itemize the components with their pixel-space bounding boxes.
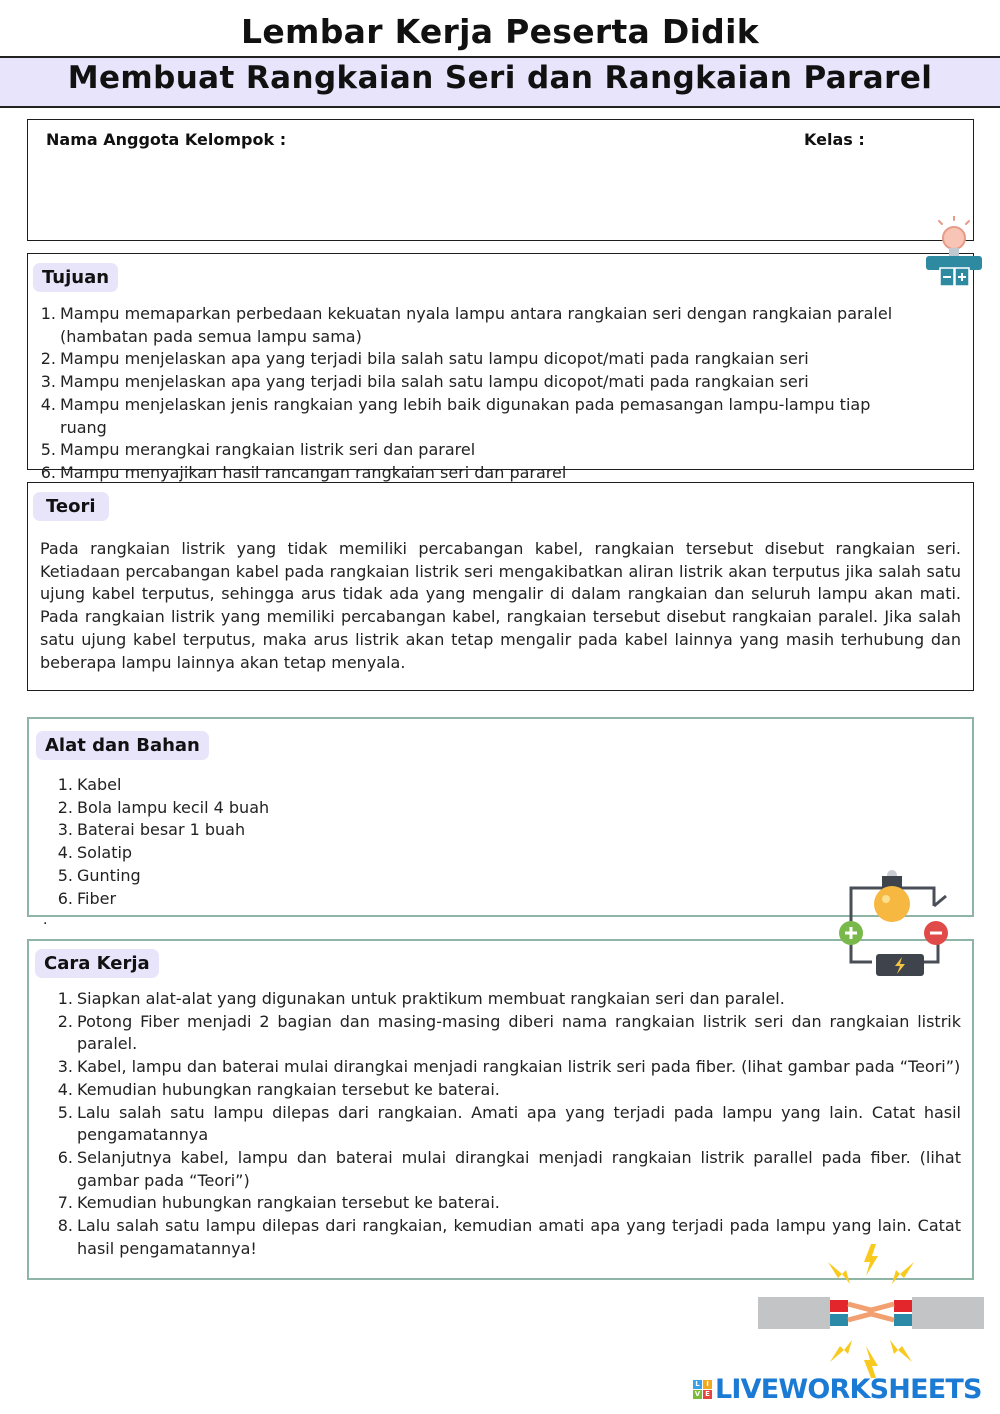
page-title: Lembar Kerja Peserta Didik	[241, 12, 759, 51]
list-item	[40, 371, 920, 394]
list-item	[57, 1147, 961, 1192]
alat-heading: Alat dan Bahan	[36, 731, 209, 760]
list-item	[57, 1056, 961, 1079]
list-item-number: 1.	[57, 775, 73, 794]
list-item-text: Mampu merangkai rangkaian listrik seri dan pararel	[60, 440, 476, 460]
list-item-text: Fiber	[77, 888, 117, 908]
list-item	[57, 1192, 961, 1215]
list-item	[57, 1011, 961, 1056]
list-item-text: Mampu menjelaskan apa yang terjadi bila salah satu lampu dicopot/mati pada rangkaian seri	[60, 349, 809, 369]
list-item-text: Lalu salah satu lampu dilepas dari rangkaian. Amati apa yang terjadi pada lampu yang lain. Catat hasil pengamatannya	[77, 1102, 961, 1145]
list-item-text: Potong Fiber menjadi 2 bagian dan masing-masing diberi nama rangkaian listrik seri dan rangkaian listrik paralel.	[77, 1011, 961, 1054]
list-item-number: 4.	[57, 1079, 73, 1099]
list-item-number: 3.	[40, 372, 56, 392]
list-item-text: Mampu menjelaskan jenis rangkaian yang lebih baik digunakan pada pemasangan lampu-lampu tiap ruang	[60, 394, 871, 437]
list-item-text: Mampu menyajikan hasil rancangan rangkaian seri dan pararel	[60, 462, 567, 482]
list-item-number: 7.	[57, 1193, 73, 1213]
list-item-text: Baterai besar 1 buah	[77, 820, 246, 840]
bulb-battery-icon	[922, 216, 986, 290]
list-item	[57, 865, 457, 888]
list-item	[57, 797, 457, 820]
list-item-number: 1.	[40, 304, 56, 323]
list-item-number: 5.	[57, 865, 73, 885]
list-item	[40, 348, 920, 371]
list-item	[57, 888, 457, 911]
page-subtitle: Membuat Rangkaian Seri dan Rangkaian Pararel	[67, 60, 933, 96]
list-item-number: 6.	[57, 1147, 73, 1167]
live-grid-icon: L I V E	[693, 1380, 712, 1399]
list-item	[40, 394, 920, 439]
list-item-number: 8.	[57, 1216, 73, 1236]
list-item-number: 1.	[57, 989, 73, 1008]
list-item	[57, 819, 457, 842]
list-item-text: Mampu menjelaskan apa yang terjadi bila salah satu lampu dicopot/mati pada rangkaian seri	[60, 372, 809, 392]
list-item	[57, 988, 961, 1011]
list-item-number: 6.	[57, 888, 73, 908]
cara-heading: Cara Kerja	[35, 949, 159, 978]
list-item-text: Kabel	[77, 775, 122, 794]
list-item-text: Lalu salah satu lampu dilepas dari rangkaian, kemudian amati apa yang terjadi pada lampu yang lain. Catat hasil pengamatannya!	[77, 1216, 961, 1258]
list-item-text: Bola lampu kecil 4 buah	[77, 797, 270, 817]
list-item-number: 2.	[57, 1011, 73, 1031]
brand-name: LIVEWORKSHEETS	[715, 1373, 982, 1405]
list-item-number: 5.	[57, 1102, 73, 1122]
list-item	[40, 303, 920, 348]
list-item-number: 5.	[40, 440, 56, 460]
circuit-illustration	[836, 866, 952, 982]
tujuan-heading: Tujuan	[33, 263, 118, 292]
list-item-text: Siapkan alat-alat yang digunakan untuk praktikum membuat rangkaian seri dan paralel.	[77, 989, 785, 1008]
list-item	[57, 1102, 961, 1147]
teori-paragraph: Pada rangkaian listrik yang tidak memiliki percabangan kabel, rangkaian tersebut disebut rangkaian seri. Ketiadaan percabangan kabel pada rangkaian listrik seri mengakibatkan aliran listrik akan terputus jika salah satu ujung kabel terputus, sehingga arus tidak ada yang mengalir di dalam rangkaian dan seluruh lampu akan mati. Pada rangkaian listrik yang memiliki percabangan kabel, rangkaian tersebut disebut rangkaian paralel. Jika salah satu ujung kabel terputus, maka arus listrik akan tetap mengalir pada kabel lainnya yang masih terhubung dan beberapa lampu lainnya akan tetap menyala.	[40, 539, 961, 672]
list-item-text: Kabel, lampu dan baterai mulai dirangkai menjadi rangkaian listrik seri pada fiber. (lihat gambar pada “Teori”)	[77, 1057, 961, 1077]
teori-heading: Teori	[33, 492, 109, 521]
list-item-number: 4.	[40, 394, 56, 414]
list-item-text: Gunting	[77, 865, 141, 885]
alat-list	[57, 774, 457, 910]
list-item-text: Mampu memaparkan perbedaan kekuatan nyala lampu antara rangkaian seri dengan rangkaian paralel (hambatan pada semua lampu sama)	[60, 304, 893, 346]
class-label: Kelas :	[804, 130, 865, 149]
list-item-number: 2.	[57, 797, 73, 817]
group-members-label: Nama Anggota Kelompok :	[46, 130, 287, 149]
list-item	[57, 1079, 961, 1102]
list-item-number: 6.	[40, 462, 56, 482]
list-item-text: Kemudian hubungkan rangkaian tersebut ke baterai.	[77, 1079, 500, 1099]
list-item-number: 2.	[40, 349, 56, 369]
liveworksheets-logo	[693, 1374, 982, 1404]
list-item	[40, 439, 920, 462]
list-item	[57, 774, 457, 797]
list-item-text: Selanjutnya kabel, lampu dan baterai mulai dirangkai menjadi rangkaian listrik parallel pada fiber. (lihat gambar pada “Teori”)	[77, 1147, 961, 1190]
list-item-number: 3.	[57, 820, 73, 840]
separator-dot: .	[43, 912, 48, 928]
tujuan-list	[40, 303, 920, 485]
list-item	[57, 842, 457, 865]
list-item-text: Solatip	[77, 843, 133, 863]
cara-list	[57, 988, 961, 1260]
list-item-number: 3.	[57, 1057, 73, 1077]
list-item-text: Kemudian hubungkan rangkaian tersebut ke baterai.	[77, 1193, 500, 1213]
list-item-number: 4.	[57, 843, 73, 863]
cable-spark-illustration	[758, 1244, 986, 1378]
